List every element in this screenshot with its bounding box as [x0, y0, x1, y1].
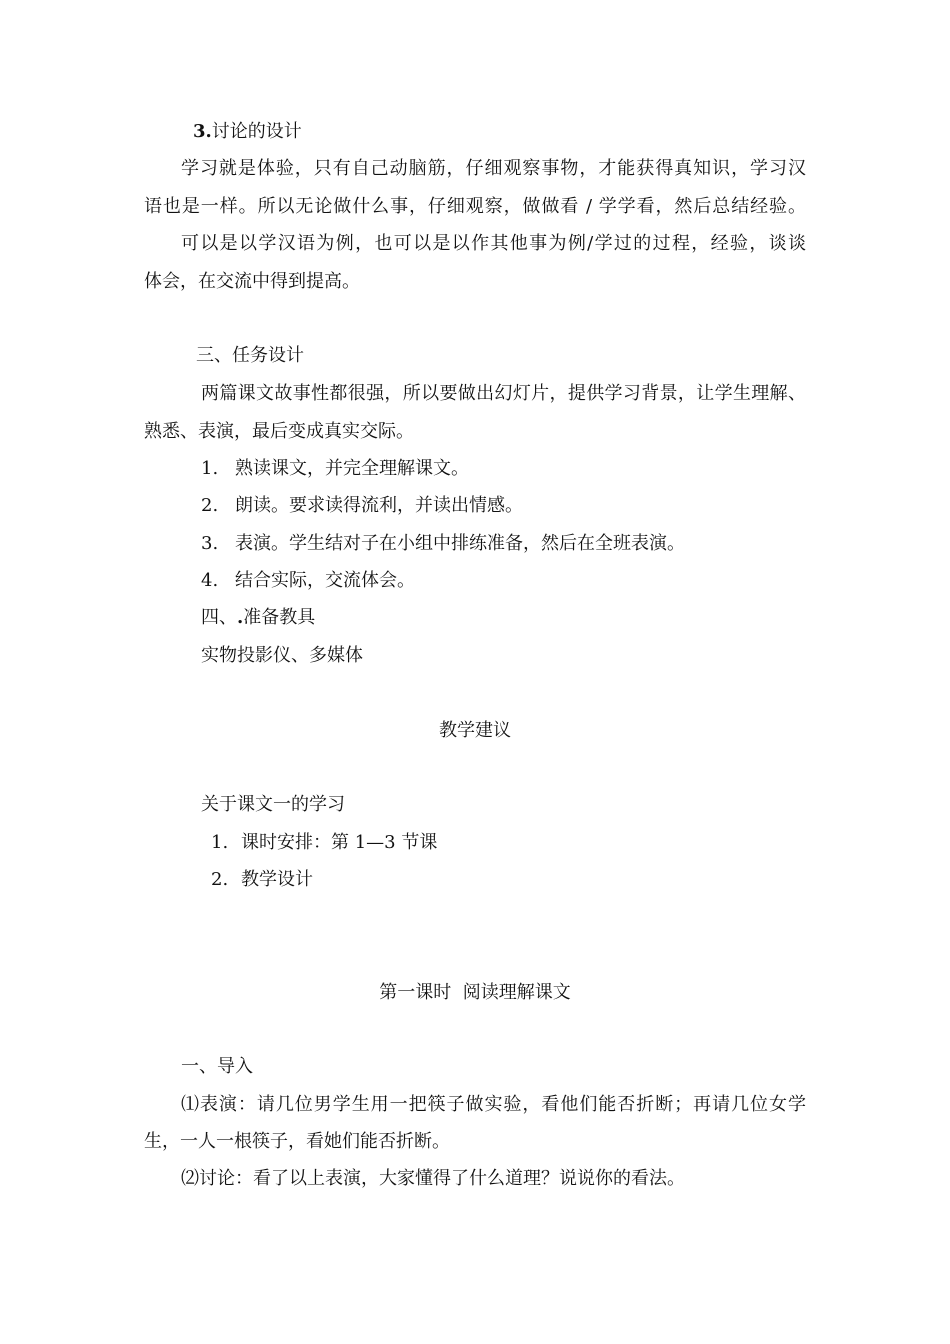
- task-item-3: [201, 533, 685, 555]
- task-item-text: 结合实际，交流体会。: [235, 570, 415, 591]
- tools-heading-title: 准备教具: [243, 607, 316, 628]
- lesson1-para1-line1: ⑴表演：请几位男学生用一把筷子做实验，看他们能否折断；再请几位女学: [181, 1094, 806, 1115]
- advice-item-1: [211, 832, 437, 854]
- tools-heading-dot: .: [237, 607, 244, 628]
- task-item-number: 4.: [201, 570, 219, 591]
- advice-subheading: 关于课文一的学习: [201, 794, 345, 815]
- task-item-2: [201, 495, 523, 517]
- section-3-number: 3.: [193, 121, 212, 142]
- task-para-line2: 熟悉、表演，最后变成真实交际。: [144, 421, 414, 442]
- section-3-heading: [193, 121, 302, 143]
- section-3-title: 讨论的设计: [211, 121, 302, 142]
- advice-item-2: [211, 869, 313, 891]
- advice-item-number: 1.: [211, 832, 229, 853]
- tools-text: 实物投影仪、多媒体: [201, 645, 363, 666]
- section-3-para2-line2: 体会，在交流中得到提高。: [144, 271, 360, 292]
- task-item-number: 2.: [201, 495, 219, 516]
- lesson1-heading: 一、导入: [181, 1056, 253, 1077]
- task-item-number: 1.: [201, 458, 219, 479]
- task-para-line1: 两篇课文故事性都很强，所以要做出幻灯片，提供学习背景，让学生理解、: [201, 383, 806, 404]
- section-3-para1-line1: 学习就是体验，只有自己动脑筋，仔细观察事物，才能获得真知识，学习汉: [181, 158, 806, 179]
- section-3-para1-line2: 语也是一样。所以无论做什么事，仔细观察，做做看 / 学学看，然后总结经验。: [144, 196, 806, 217]
- advice-title: 教学建议: [439, 720, 511, 741]
- advice-item-number: 2.: [211, 869, 229, 890]
- task-item-text: 熟读课文，并完全理解课文。: [235, 458, 469, 479]
- task-item-text: 表演。学生结对子在小组中排练准备，然后在全班表演。: [235, 533, 685, 554]
- task-heading: 三、任务设计: [196, 345, 304, 366]
- task-item-number: 3.: [201, 533, 219, 554]
- lesson1-para2: ⑵讨论：看了以上表演，大家懂得了什么道理？说说你的看法。: [181, 1168, 685, 1189]
- tools-heading-number: 四、: [201, 607, 237, 628]
- task-item-text: 朗读。要求读得流利，并读出情感。: [235, 495, 523, 516]
- lesson1-para1-line2: 生，一人一根筷子，看她们能否折断。: [144, 1131, 450, 1152]
- tools-heading: [201, 607, 315, 629]
- advice-item-text: 课时安排：第 1—3 节课: [241, 832, 438, 853]
- task-item-1: [201, 458, 469, 480]
- lesson1-title: 第一课时 阅读理解课文: [379, 982, 571, 1003]
- section-3-para2-line1: 可以是以学汉语为例，也可以是以作其他事为例/学过的过程，经验，谈谈: [181, 233, 806, 254]
- task-item-4: [201, 570, 415, 592]
- advice-item-text: 教学设计: [241, 869, 313, 890]
